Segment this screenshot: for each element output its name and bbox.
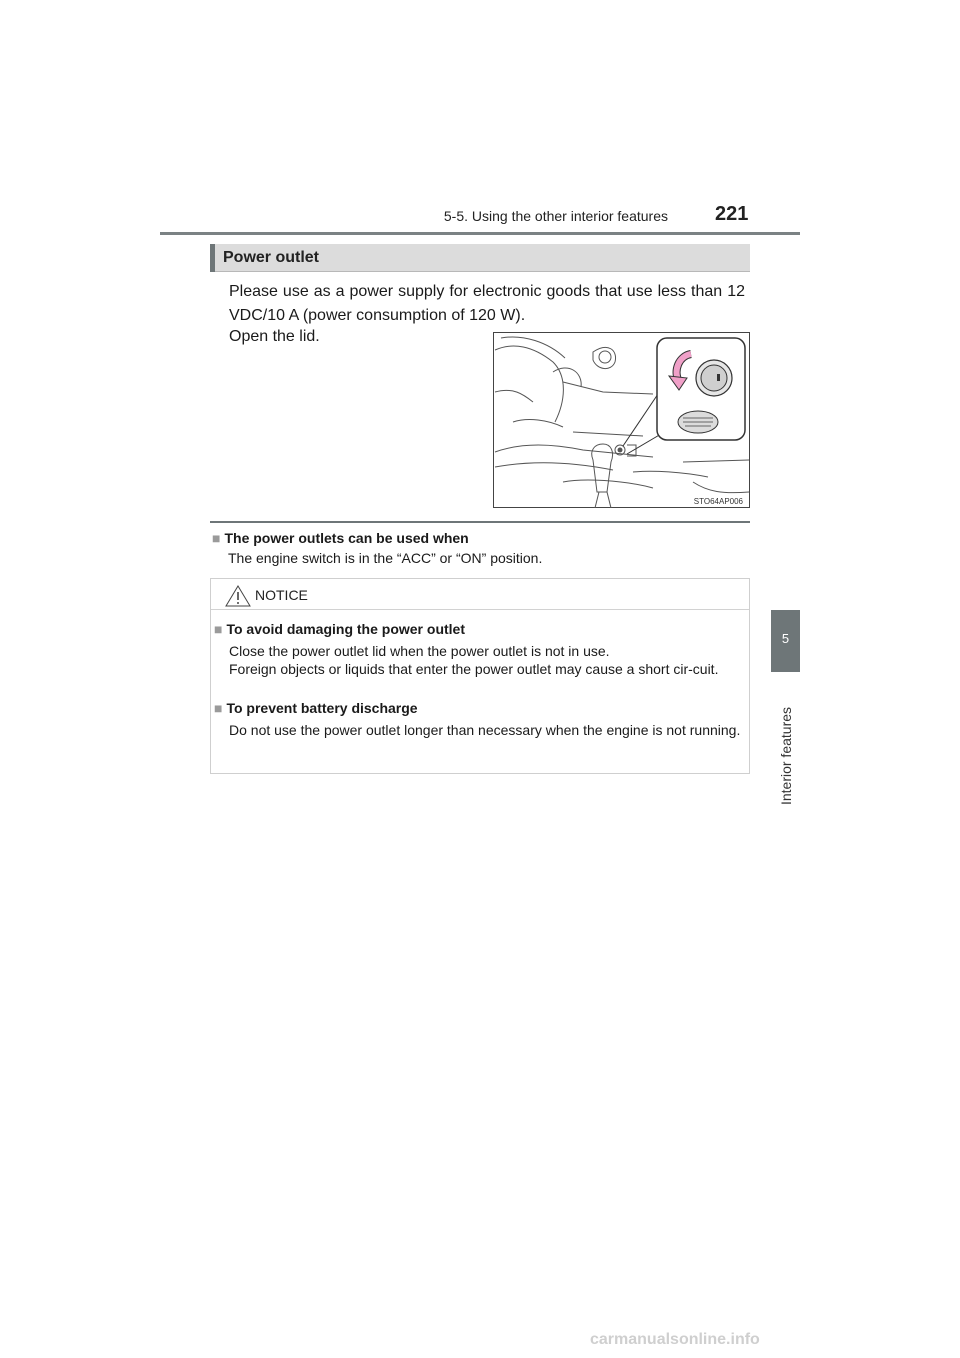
square-bullet-icon: ■ <box>212 530 221 546</box>
power-outlet-illustration <box>493 332 750 508</box>
step-text: Open the lid. <box>229 328 320 345</box>
heading-marker <box>210 244 215 272</box>
section-heading <box>210 244 750 272</box>
section-title: Power outlet <box>223 249 320 266</box>
watermark: carmanualsonline.info <box>590 1331 760 1348</box>
notice-item-title: ■ To prevent battery discharge <box>214 700 418 716</box>
running-header-section: 5-5. Using the other interior features <box>443 208 668 224</box>
chapter-tab: 5 <box>771 610 800 672</box>
notice-label: NOTICE <box>255 587 308 603</box>
notice-box <box>210 578 750 774</box>
figure-code: STO64AP006 <box>693 497 743 506</box>
warning-triangle-icon <box>225 585 251 607</box>
notice-item-body: Do not use the power outlet longer than necessary when the engine is not running. <box>229 722 741 738</box>
square-bullet-icon: ■ <box>214 621 223 637</box>
page-number: 221 <box>715 203 749 225</box>
notice-header <box>211 579 749 610</box>
square-bullet-icon: ■ <box>214 700 223 716</box>
notice-item-title: ■ To avoid damaging the power outlet <box>214 621 465 637</box>
chapter-title-vertical: Interior features <box>778 706 794 806</box>
intro-paragraph: Please use as a power supply for electronic goods that use less than 12 VDC/10 A (power consumption of 120 W). <box>229 283 745 324</box>
notice-item-body: Close the power outlet lid when the power outlet is not in use. Foreign objects or liquids that enter the power outlet may cause a short cir-cuit. <box>229 643 719 677</box>
note-title: ■ The power outlets can be used when <box>212 530 469 546</box>
header-rule <box>160 232 800 235</box>
note-text: The engine switch is in the “ACC” or “ON” position. <box>228 550 543 566</box>
section-separator <box>210 521 750 523</box>
